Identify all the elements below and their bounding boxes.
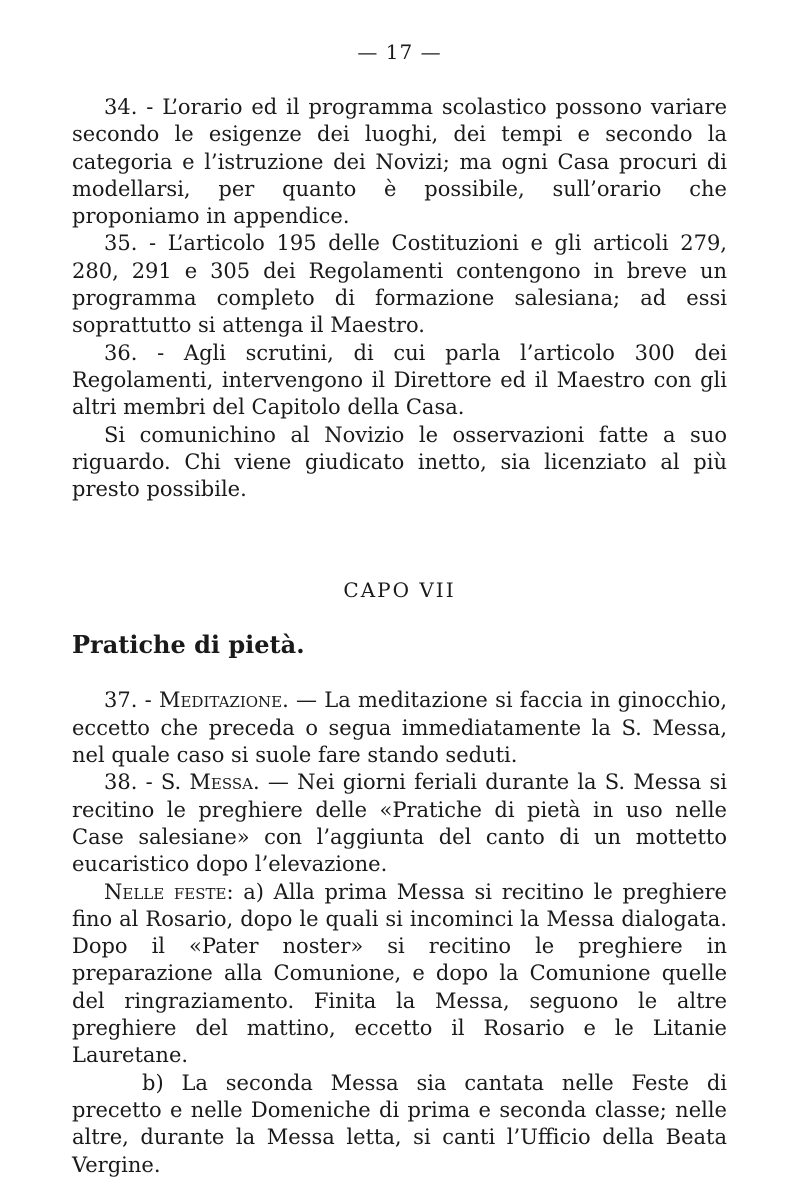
paragraph-feste-a	[72, 879, 727, 1070]
paragraph-34: 34. - L’orario ed il programma scolastico possono variare secondo le esigenze dei luoghi, dei tempi e secondo la categoria e l’istruzione dei Novizi; ma ogni Casa procuri di modellarsi, per quanto è possibile, sull’orario che proponiamo in appendice.	[72, 95, 727, 229]
paragraph-37-text: — La meditazione si faccia in ginocchio, eccetto che preceda o segua immediatamente la S. Messa, nel quale caso si suole fare stando seduti.	[72, 688, 727, 768]
paragraph-37-heading: Meditazione.	[158, 688, 289, 713]
paragraph-35: 35. - L’articolo 195 delle Costituzioni e gli articoli 279, 280, 291 e 305 dei Regolamenti contengono in breve un programma completo di formazione salesiana; ad essi soprattutto si attenga il Maestro.	[72, 231, 727, 338]
paragraph-feste-b: b) La seconda Messa sia cantata nelle Feste di precetto e nelle Domeniche di prima e seconda classe; nelle altre, durante la Messa letta, si canti l’Ufficio della Beata Vergine.	[72, 1070, 727, 1177]
feste-heading: Nelle feste:	[104, 879, 234, 904]
paragraph-38	[72, 769, 727, 878]
paragraph-38-text: — Nei giorni feriali durante la S. Messa si recitino le preghiere delle «Pratiche di pietà in uso nelle Case salesiane» con l’aggiunta del canto di un mottetto eucaristico dopo l’elevazione.	[72, 770, 727, 877]
paragraph-38-number: 38. - S.	[104, 770, 190, 795]
feste-text: a) Alla prima Messa si recitino le preghiere fino al Rosario, dopo le quali si incominci la Messa dialogata. Dopo il «Pater noster» si recitino le preghiere in preparazione alla Comunione, e dopo la Comunione quelle del ringraziamento. Finita la Messa, seguono le altre preghiere del mattino, eccetto il Rosario e le Litanie Lauretane.	[72, 879, 727, 1068]
paragraph-38-heading: Messa.	[189, 770, 260, 795]
paragraph-37	[72, 687, 727, 769]
chapter-heading: CAPO VII	[343, 578, 456, 603]
document-page	[72, 40, 727, 1179]
paragraph-37-number: 37. -	[104, 688, 159, 713]
page-number: — 17 —	[357, 40, 442, 64]
section-title: Pratiche di pietà.	[72, 630, 305, 660]
paragraph-36: 36. - Agli scrutini, di cui parla l’articolo 300 dei Regolamenti, intervengono il Direttore ed il Maestro con gli altri membri del Capitolo della Casa.	[72, 340, 727, 420]
paragraph-36-continued: Si comunichino al Novizio le osservazioni fatte a suo riguardo. Chi viene giudicato inetto, sia licenziato al più presto possibile.	[72, 422, 727, 502]
